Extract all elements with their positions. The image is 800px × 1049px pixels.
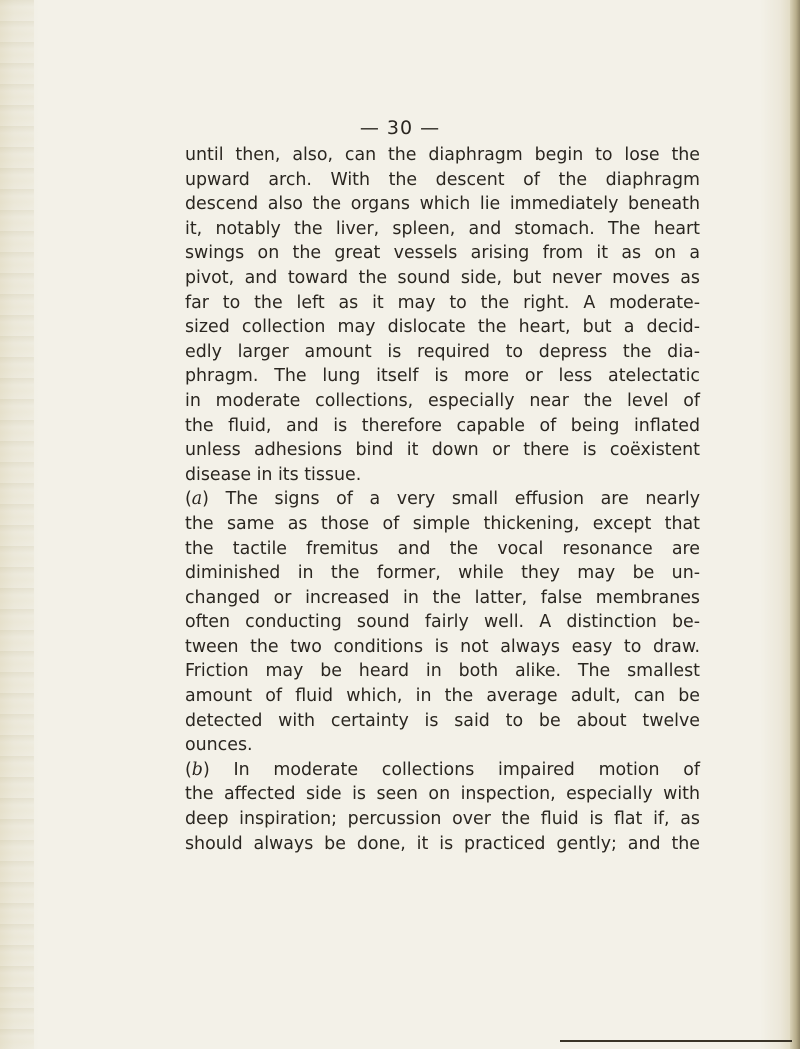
text-line: the affected side is seen on inspection, especially with [185,784,700,805]
text-line: unless adhesions bind it down or there is coëxistent [185,440,700,461]
text-line: Friction may be heard in both alike. The smallest [185,661,700,682]
text-line: The signs of a very small effusion are nearly [225,489,700,510]
page-edge-stain [0,0,34,1049]
text-line: the same as those of simple thickening, except that [185,513,700,534]
text-line: far to the left as it may to the right. A moderate- [185,292,700,313]
text-line: tween the two conditions is not always easy to draw. [185,636,700,657]
text-line: descend also the organs which lie immediately beneath [185,194,700,215]
text-line: amount of fluid which, in the average adult, can be [185,686,700,707]
text-line: disease in its tissue. [185,464,362,485]
text-line: edly larger amount is required to depress the dia- [185,341,700,362]
text-line: changed or increased in the latter, false membranes [185,587,700,608]
text-line: it, notably the liver, spleen, and stomach. The heart [185,218,700,239]
text-line-with-marker: (b) In moderate collections impaired motion of [185,759,700,780]
text-line: pivot, and toward the sound side, but never moves as [185,267,700,288]
text-line: ounces. [185,735,253,756]
text-line: should always be done, it is practiced gently; and the [185,833,700,854]
text-line: often conducting sound fairly well. A distinction be- [185,612,700,633]
text-line: detected with certainty is said to be about twelve [185,710,700,731]
text-line: the fluid, and is therefore capable of being inflated [185,415,700,436]
text-line: sized collection may dislocate the heart, but a decid- [185,317,700,338]
text-line: upward arch. With the descent of the diaphragm [185,169,700,190]
page-edge-shadow [790,0,800,1049]
text-line: In moderate collections impaired motion of [233,759,700,780]
page-number: — 30 — [359,117,441,139]
text-line: phragm. The lung itself is more or less atelectatic [185,366,700,387]
paragraph-marker-b: b [191,759,203,780]
text-line-with-marker: (a) The signs of a very small effusion are nearly [185,489,700,510]
text-line: until then, also, can the diaphragm begin to lose the [185,145,700,165]
text-line: the tactile fremitus and the vocal resonance are [185,538,700,559]
text-line: diminished in the former, while they may be un- [185,563,700,584]
paragraph-marker-a: a [191,489,203,510]
body-text [185,143,700,856]
text-line: deep inspiration; percussion over the fluid is flat if, as [185,809,700,830]
text-line: in moderate collections, especially near the level of [185,390,700,411]
page-bottom-rule [560,1040,792,1042]
text-line: swings on the great vessels arising from it as on a [185,243,700,264]
